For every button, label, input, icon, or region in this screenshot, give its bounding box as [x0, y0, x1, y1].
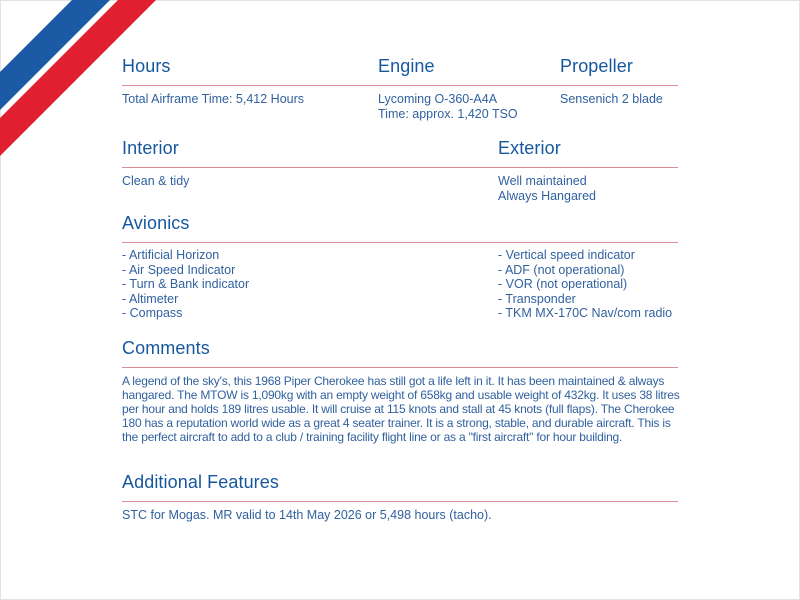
avionics-item: - Compass — [122, 306, 183, 320]
exterior-line: Well maintained — [498, 174, 587, 188]
comments-text: A legend of the sky's, this 1968 Piper Cherokee has still got a life left in it. It has been maintained & always hangared. The MTOW is 1,090kg with an empty weight of 658kg and usable weight of 432kg. It uses 38 litres per hour and holds 189 litres usable. It will cruise at 115 knots and stall at 45 knots (full flaps). The Cherokee 180 has a reputation world wide as a great 4 seater trainer. It is a strong, stable, and durable aircraft. This is the perfect aircraft to add to a club / training facility flight line or as a "first aircraft" for hour building. — [122, 374, 680, 444]
interior-value: Clean & tidy — [122, 174, 190, 188]
engine-heading: Engine — [378, 56, 435, 76]
avionics-item: - Turn & Bank indicator — [122, 277, 250, 291]
additional-features-text: STC for Mogas. MR valid to 14th May 2026 or 5,498 hours (tacho). — [122, 508, 492, 522]
engine-time: Time: approx. 1,420 TSO — [378, 107, 518, 121]
engine-details — [378, 92, 518, 122]
avionics-right-list — [498, 248, 672, 321]
avionics-item: - Artificial Horizon — [122, 248, 220, 262]
additional-features-heading: Additional Features — [122, 472, 279, 492]
row2-underline — [122, 167, 678, 168]
avionics-item: - ADF (not operational) — [498, 262, 625, 277]
exterior-details — [498, 174, 596, 204]
engine-model: Lycoming O-360-A4A — [378, 92, 498, 106]
comments-underline — [122, 367, 678, 368]
row1-underline — [122, 85, 678, 86]
interior-heading: Interior — [122, 138, 179, 158]
avionics-item: - VOR (not operational) — [498, 277, 628, 291]
propeller-value: Sensenich 2 blade — [560, 92, 663, 106]
avionics-item: - Transponder — [498, 291, 576, 306]
exterior-heading: Exterior — [498, 138, 561, 158]
exterior-line: Always Hangared — [498, 189, 596, 203]
avionics-item: - Altimeter — [122, 291, 179, 306]
avionics-left-list — [122, 248, 249, 321]
comments-heading: Comments — [122, 338, 210, 358]
propeller-heading: Propeller — [560, 56, 633, 76]
hours-heading: Hours — [122, 56, 171, 76]
avionics-heading: Avionics — [122, 213, 190, 233]
additional-features-underline — [122, 501, 678, 502]
avionics-item: - Air Speed Indicator — [122, 262, 236, 277]
avionics-item: - Vertical speed indicator — [498, 248, 635, 262]
hours-value: Total Airframe Time: 5,412 Hours — [122, 92, 305, 106]
avionics-item: - TKM MX-170C Nav/com radio — [498, 306, 673, 320]
avionics-underline — [122, 242, 678, 243]
